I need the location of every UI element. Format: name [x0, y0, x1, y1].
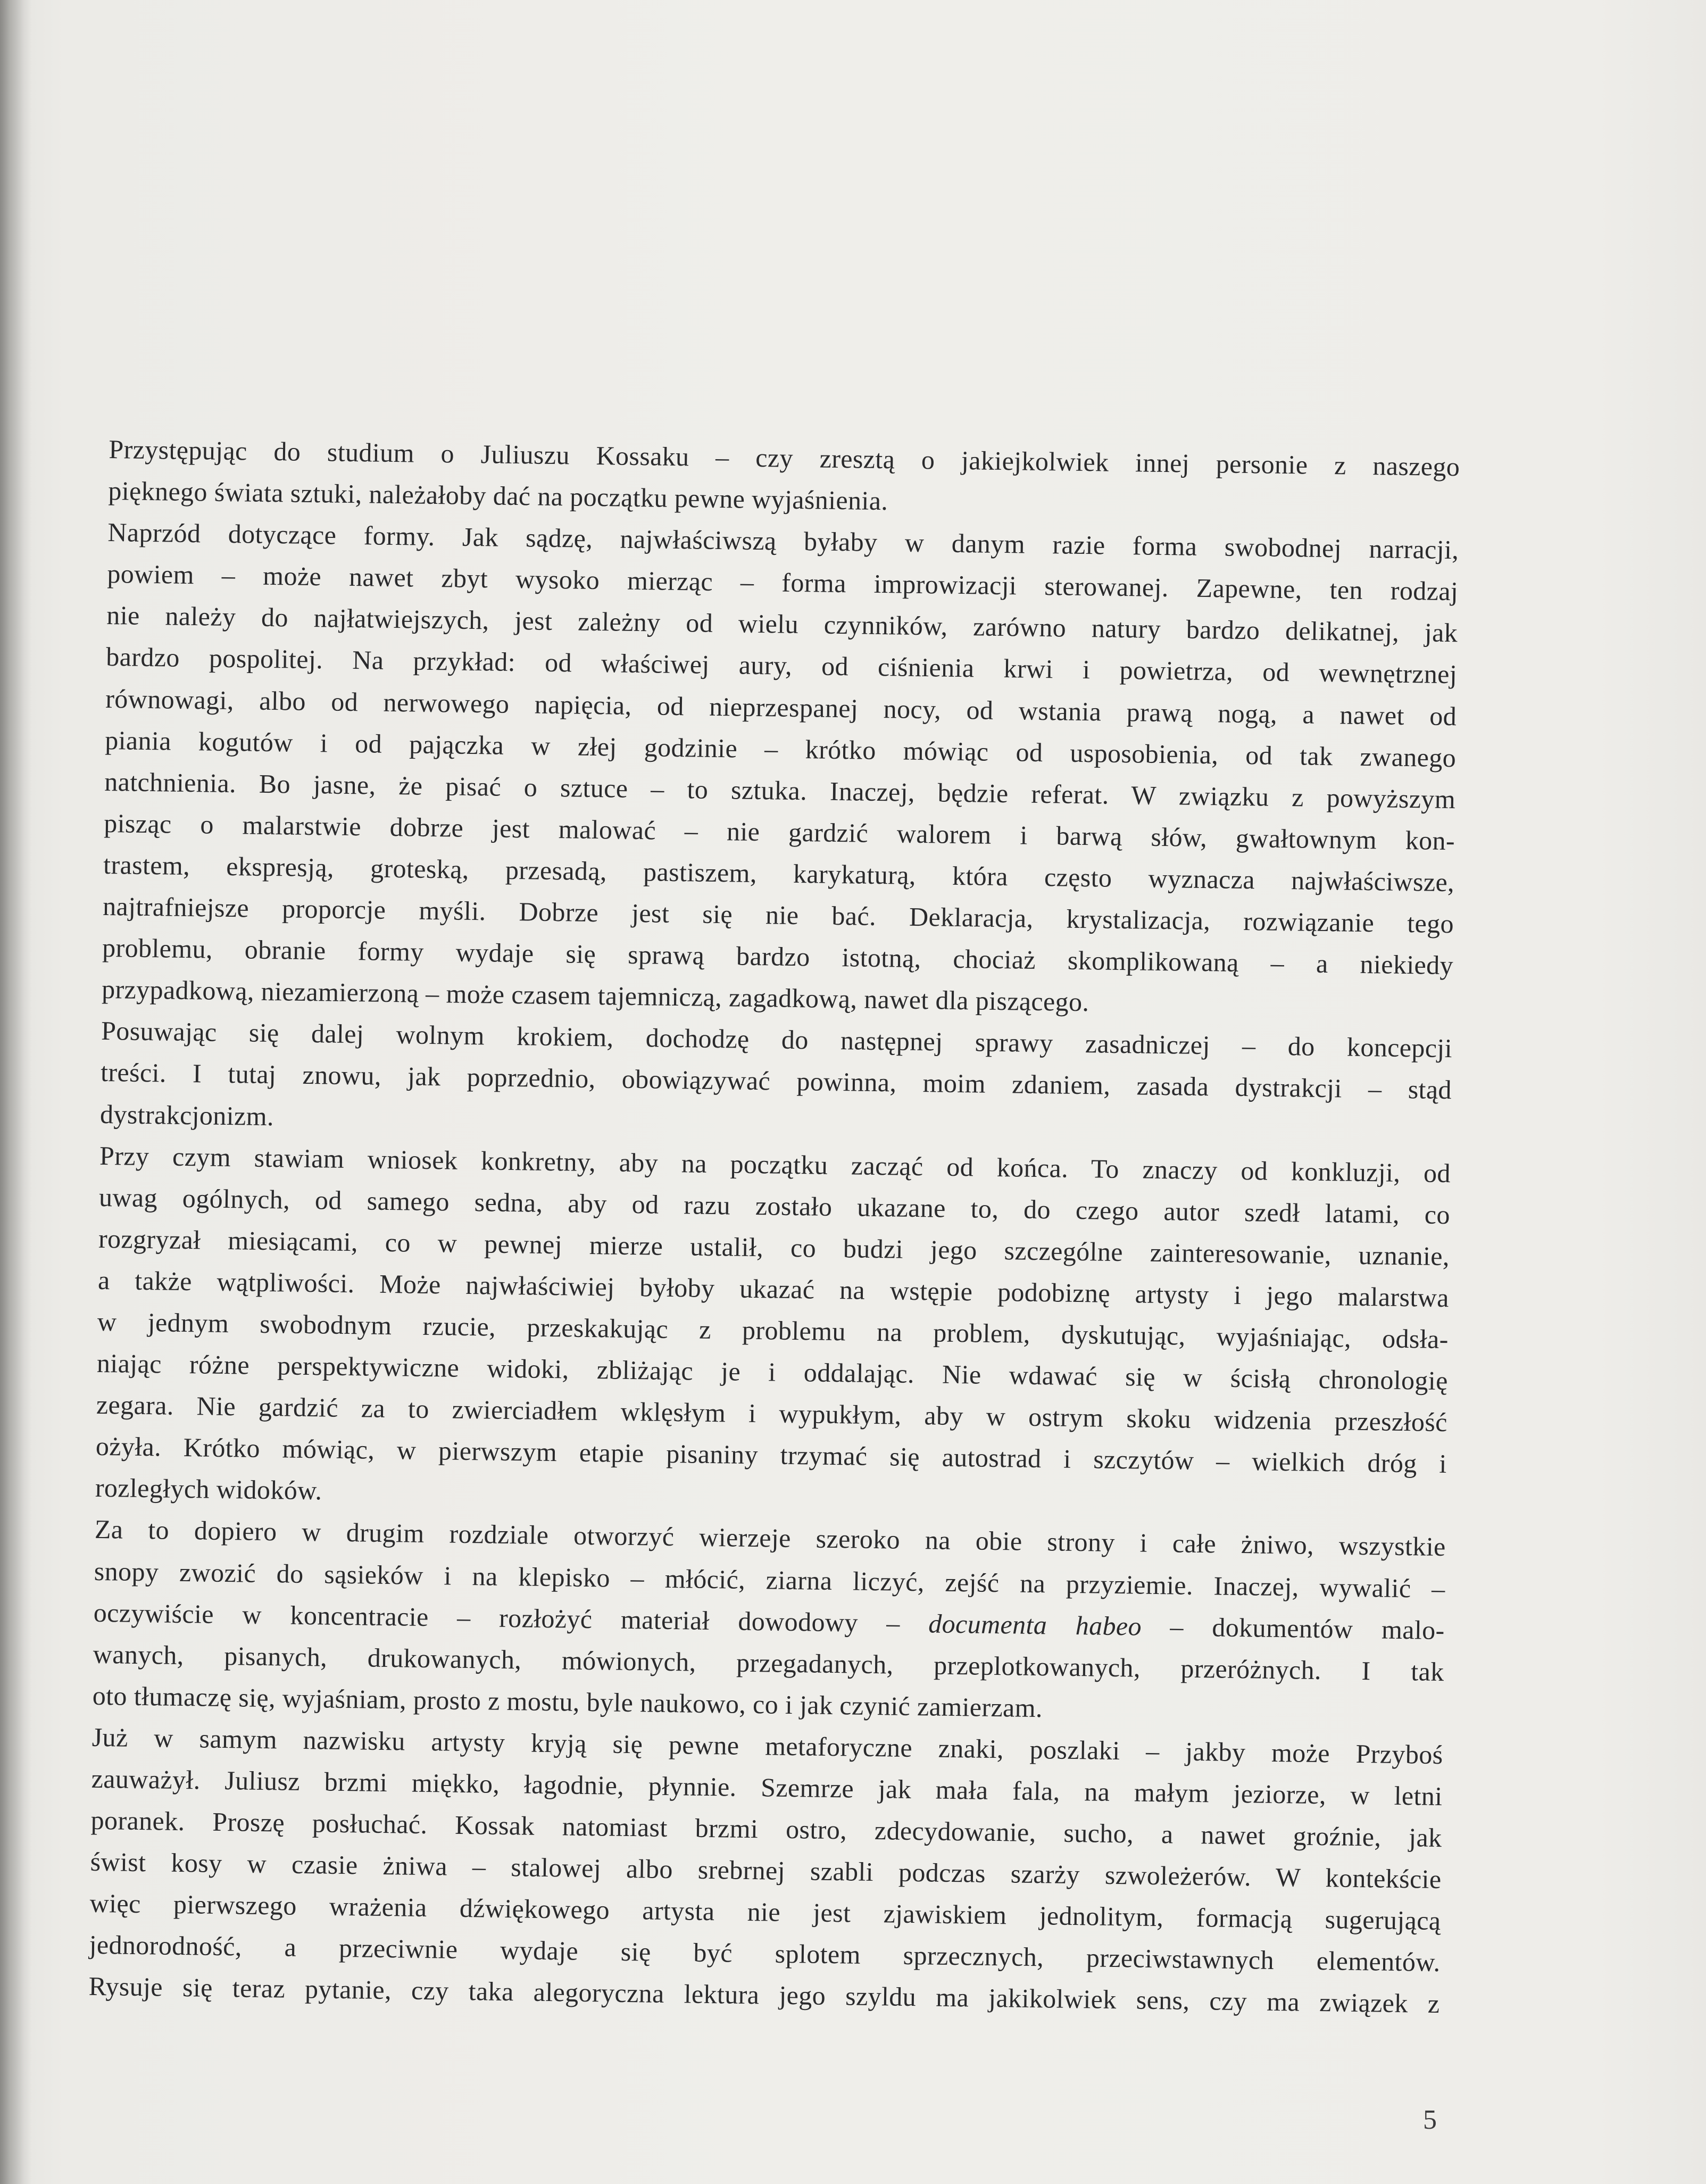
- text-line: oto tłumaczę się, wyjaśniam, prosto z mostu, byle naukowo, co i jak czynić zamierzam.: [92, 1680, 1043, 1723]
- italic-phrase: documenta habeo: [928, 1608, 1142, 1641]
- text-line: nie należy do najłatwiejszych, jest zależny od wielu czynników, zarówno natury bardzo delikatnej, jak: [106, 600, 1458, 648]
- text-line: najtrafniejsze proporcje myśli. Dobrze jest się nie bać. Deklaracja, krystalizacja, rozwiązanie tego: [102, 891, 1454, 939]
- text-line: przypadkową, niezamierzoną – może czasem tajemniczą, zagadkową, nawet dla piszącego.: [101, 974, 1089, 1017]
- text-line: wanych, pisanych, drukowanych, mówionych, przegadanych, przeplotkowanych, przeróżnych. I tak: [93, 1639, 1444, 1687]
- text-line: Przystępując do studium o Juliuszu Kossaku – czy zresztą o jakiejkolwiek innej personie z naszego: [109, 434, 1460, 482]
- text-line: Już w samym nazwisku artysty kryją się pewne metaforyczne znaki, poszlaki – jakby może Przyboś: [91, 1722, 1443, 1770]
- text-line: poranek. Proszę posłuchać. Kossak natomiast brzmi ostro, zdecydowanie, sucho, a nawet groźnie, jak: [90, 1805, 1442, 1853]
- text-line: uwag ogólnych, od samego sedna, aby od razu zostało ukazane to, do czego autor szedł latami, co: [98, 1182, 1451, 1230]
- text-line: a także wątpliwości. Może najwłaściwiej byłoby ukazać na wstępie podobiznę artysty i jego malarstwa: [97, 1265, 1450, 1313]
- body-text: [88, 428, 1460, 2025]
- text-line: pięknego świata sztuki, należałoby dać na początku pewne wyjaśnienia.: [108, 476, 888, 516]
- text-line: zauważył. Juliusz brzmi miękko, łagodnie, płynnie. Szemrze jak mała fala, na małym jeziorze, w letni: [91, 1763, 1443, 1812]
- text-line: powiem – może nawet zbyt wysoko mierząc – forma improwizacji sterowanej. Zapewne, ten rodzaj: [107, 559, 1459, 607]
- text-line: jednorodność, a przeciwnie wydaje się być splotem sprzecznych, przeciwstawnych elementów.: [89, 1930, 1441, 1978]
- text-line: ożyła. Krótko mówiąc, w pierwszym etapie pisaniny trzymać się autostrad i szczytów – wielkich dróg i: [95, 1431, 1447, 1479]
- text-line: świst kosy w czasie żniwa – stalowej albo srebrnej szabli podczas szarży szwoleżerów. W kontekście: [90, 1846, 1442, 1895]
- text-line: rozległych widoków.: [95, 1473, 322, 1506]
- text-line: trastem, ekspresją, groteską, przesadą, pastiszem, karykaturą, która często wyznacza najwłaściwsze,: [103, 849, 1455, 898]
- text-line: Posuwając się dalej wolnym krokiem, dochodzę do następnej sprawy zasadniczej – do koncepcji: [101, 1016, 1453, 1064]
- text-line: Naprzód dotyczące formy. Jak sądzę, najwłaściwszą byłaby w danym razie forma swobodnej narracji,: [107, 517, 1459, 565]
- text-line: oczywiście w koncentracie – rozłożyć materiał dowodowy – documenta habeo – dokumentów malo-: [93, 1597, 1445, 1645]
- text-line: równowagi, albo od nerwowego napięcia, od nieprzespanej nocy, od wstania prawą nogą, a nawet od: [105, 683, 1457, 731]
- text-line: niając różne perspektywiczne widoki, zbliżając je i oddalając. Nie wdawać się w ścisłą chronologię: [96, 1348, 1449, 1396]
- text-line: pisząc o malarstwie dobrze jest malować – nie gardzić walorem i barwą słów, gwałtownym kon-: [103, 808, 1455, 856]
- text-line: Rysuje się teraz pytanie, czy taka alegoryczna lektura jego szyldu ma jakikolwiek sens, czy ma związek z: [88, 1971, 1440, 2019]
- text-line: Przy czym stawiam wniosek konkretny, aby na początku zacząć od końca. To znaczy od konkluzji, od: [99, 1140, 1451, 1188]
- text-line: w jednym swobodnym rzucie, przeskakując z problemu na problem, dyskutując, wyjaśniając, odsła-: [97, 1306, 1449, 1355]
- page-number: 5: [1423, 2105, 1437, 2135]
- text-line: snopy zwozić do sąsieków i na klepisko – młócić, ziarna liczyć, zejść na przyziemie. Inaczej, wywalić –: [94, 1556, 1446, 1604]
- text-line: piania kogutów i od pajączka w złej godzinie – krótko mówiąc od usposobienia, od tak zwanego: [104, 725, 1457, 773]
- gutter-shadow: [0, 0, 32, 2184]
- text-line: Za to dopiero w drugim rozdziale otworzyć wierzeje szeroko na obie strony i całe żniwo, wszystkie: [94, 1514, 1446, 1562]
- text-line: dystrakcjonizm.: [99, 1099, 274, 1131]
- text-line: treści. I tutaj znowu, jak poprzednio, obowiązywać powinna, moim zdaniem, zasada dystrakcji – stąd: [100, 1057, 1452, 1105]
- text-line: rozgryzał miesiącami, co w pewnej mierze ustalił, co budzi jego szczególne zainteresowanie, uznanie,: [98, 1223, 1450, 1271]
- text-line: więc pierwszego wrażenia dźwiękowego artysta nie jest zjawiskiem jednolitym, formacją sugerującą: [89, 1888, 1441, 1936]
- text-line: natchnienia. Bo jasne, że pisać o sztuce – to sztuka. Inaczej, będzie referat. W związku z powyższym: [104, 766, 1456, 814]
- text-line: bardzo pospolitej. Na przykład: od właściwej aury, od ciśnienia krwi i powietrza, od wewnętrznej: [106, 642, 1458, 690]
- text-line: problemu, obranie formy wydaje się sprawą bardzo istotną, chociaż skomplikowaną – a niekiedy: [102, 933, 1454, 981]
- text-line: zegara. Nie gardzić za to zwierciadłem wklęsłym i wypukłym, aby w ostrym skoku widzenia przeszłość: [96, 1390, 1448, 1438]
